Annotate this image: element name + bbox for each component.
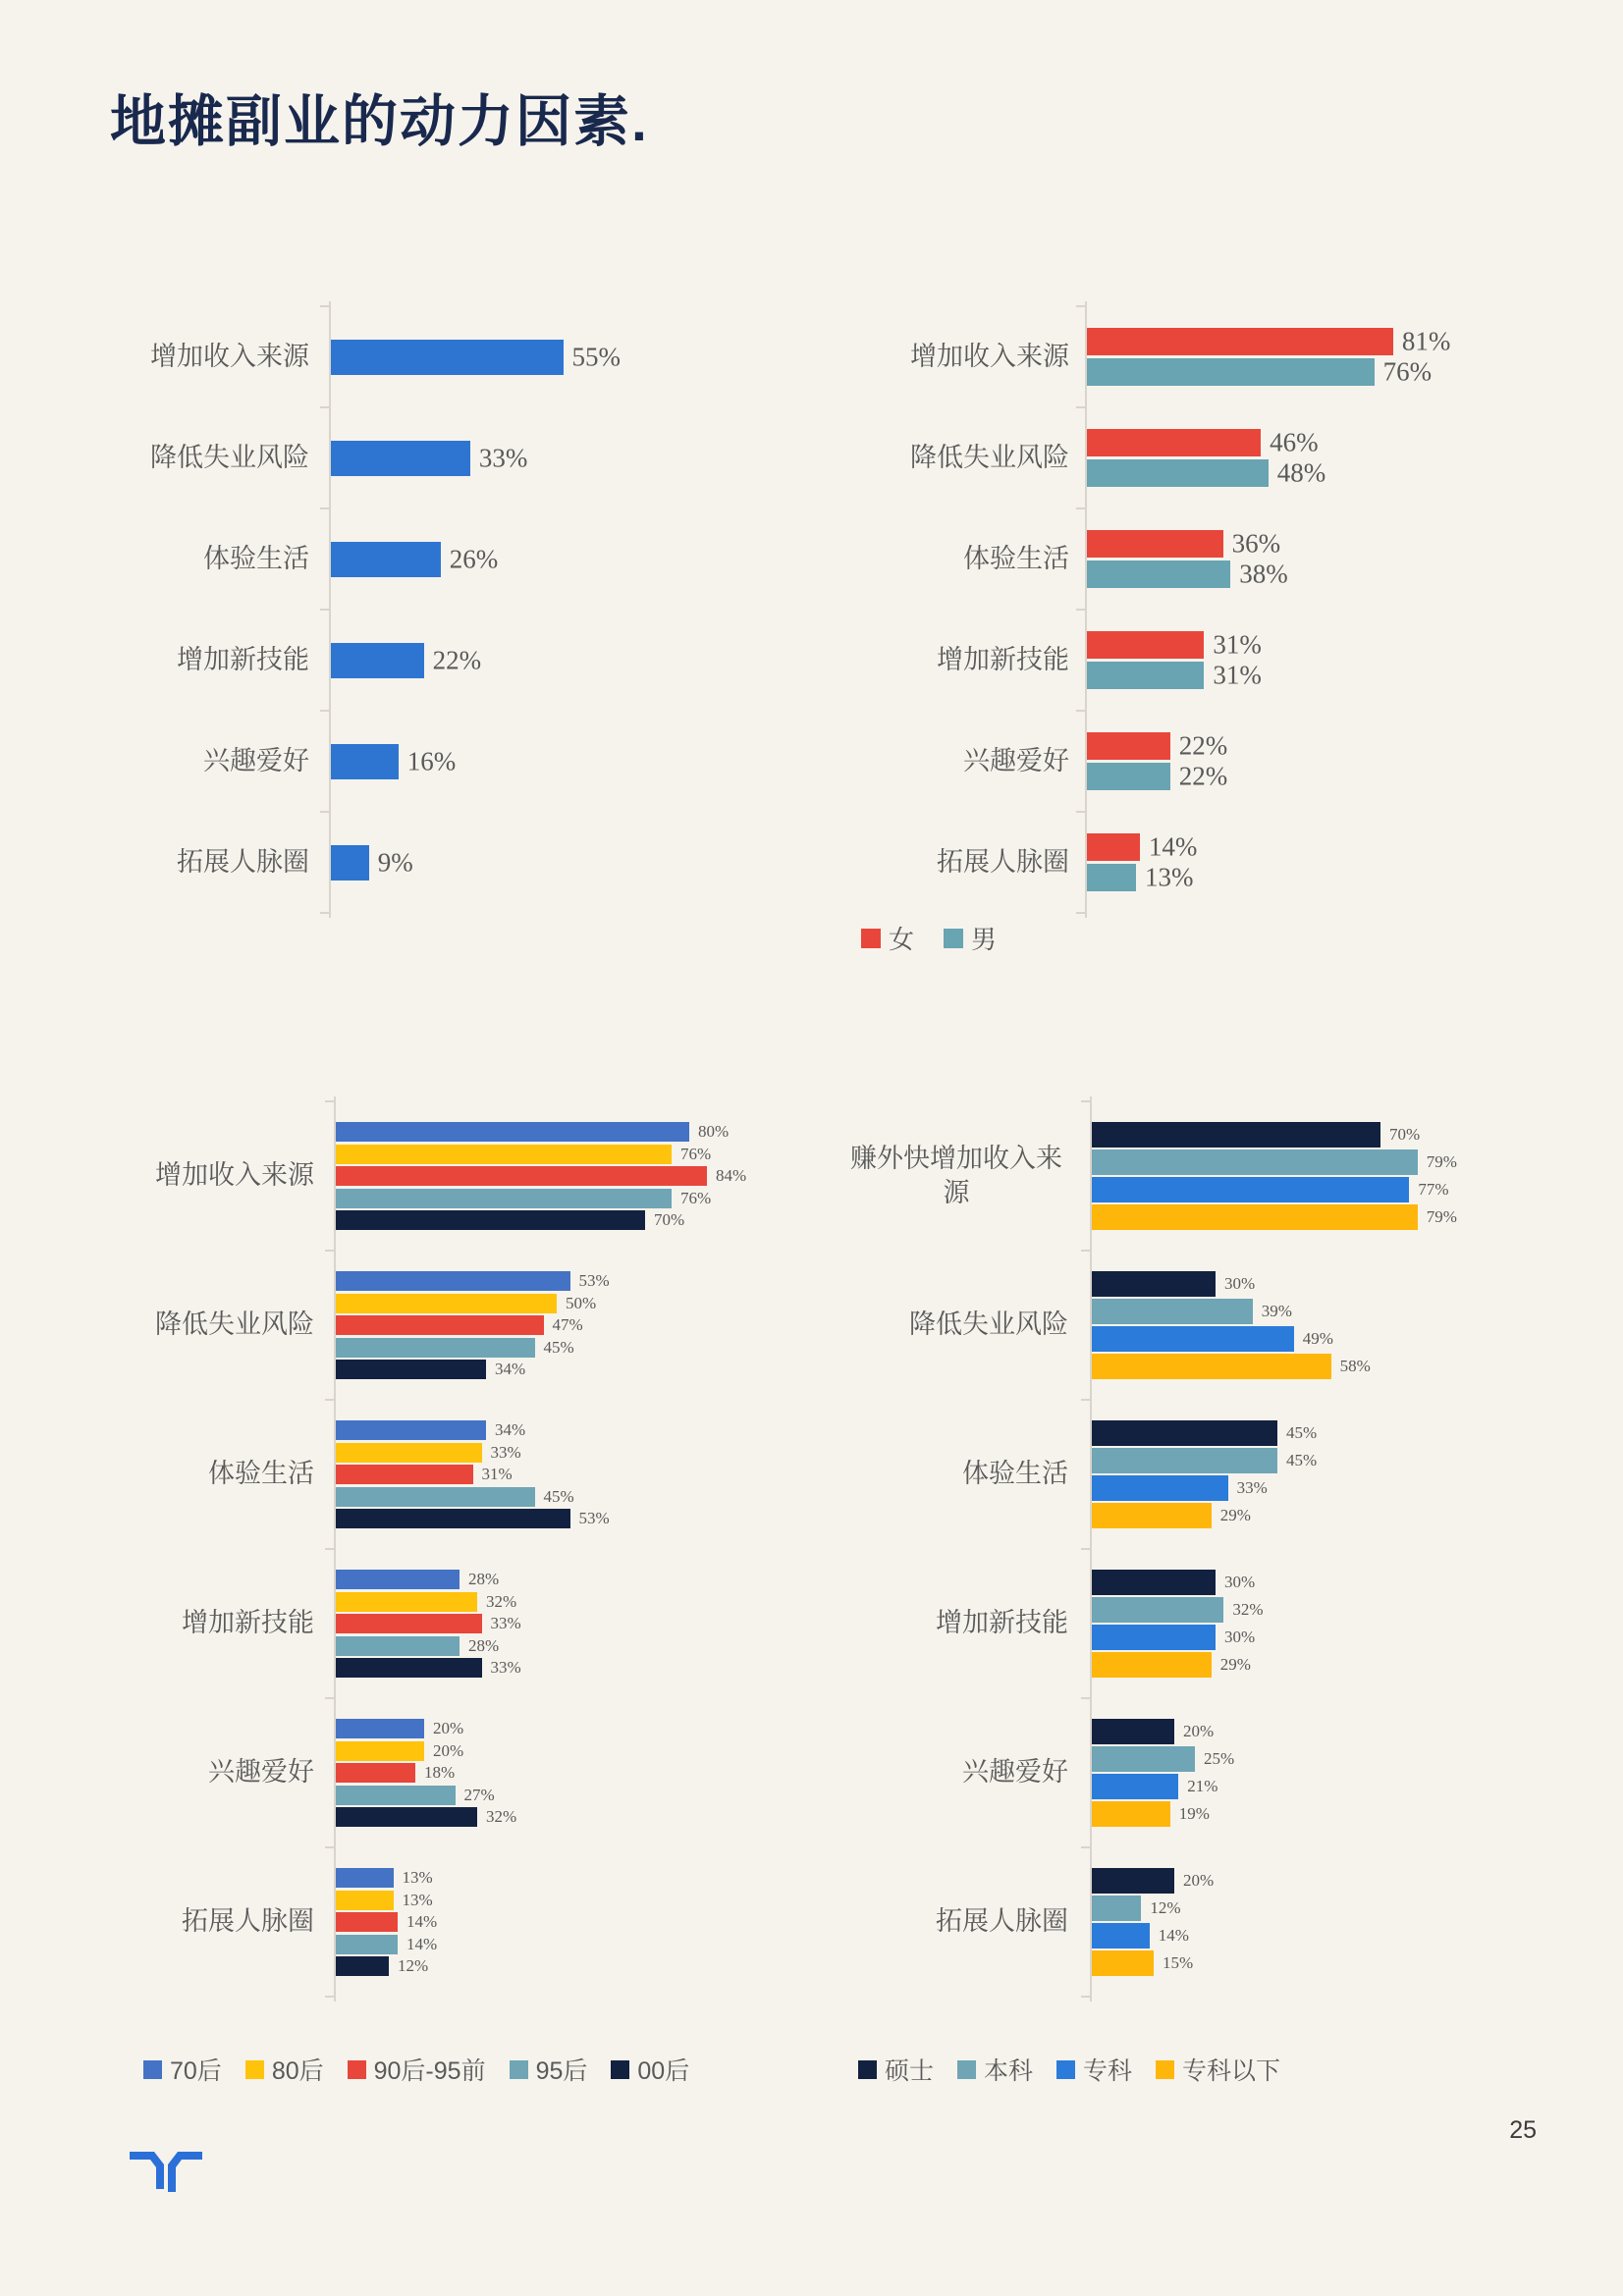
legend-item bbox=[611, 2052, 689, 2087]
page-number: 25 bbox=[1509, 2116, 1537, 2144]
category-row bbox=[839, 812, 1566, 913]
legend-label: 本科 bbox=[984, 2057, 1034, 2085]
bar-value-label: 34% bbox=[495, 1420, 526, 1439]
bar bbox=[1092, 1149, 1418, 1175]
bar-value-label: 76% bbox=[680, 1144, 712, 1163]
bar-value-label: 53% bbox=[578, 1509, 610, 1527]
chart-by-gender bbox=[839, 306, 1566, 913]
legend-label: 70后 bbox=[170, 2057, 222, 2085]
legend-item bbox=[1156, 2052, 1280, 2087]
bar-value-label: 13% bbox=[1145, 862, 1194, 892]
bar-value-label: 50% bbox=[566, 1293, 597, 1312]
bar bbox=[336, 1636, 460, 1656]
category-row bbox=[844, 1549, 1571, 1698]
bar-value-label: 33% bbox=[490, 1614, 521, 1632]
bar-value-label: 28% bbox=[468, 1570, 500, 1588]
category-row bbox=[93, 508, 820, 610]
legend-swatch bbox=[1056, 2060, 1075, 2079]
category-label: 增加新技能 bbox=[177, 644, 309, 674]
bar bbox=[1092, 1448, 1277, 1473]
bar-value-label: 53% bbox=[578, 1271, 610, 1290]
bar-value-label: 18% bbox=[424, 1763, 456, 1782]
bar bbox=[336, 1592, 477, 1612]
bar-value-label: 39% bbox=[1261, 1302, 1292, 1320]
bar bbox=[336, 1614, 482, 1633]
bar bbox=[331, 441, 470, 476]
bar-value-label: 32% bbox=[486, 1807, 517, 1826]
bar-value-label: 14% bbox=[1158, 1926, 1189, 1945]
category-label: 兴趣爱好 bbox=[208, 1757, 314, 1788]
category-row bbox=[93, 1698, 820, 1847]
bar bbox=[1092, 1570, 1216, 1595]
bar bbox=[336, 1443, 482, 1463]
bar-value-label: 79% bbox=[1426, 1152, 1457, 1171]
bar-value-label: 45% bbox=[543, 1337, 574, 1357]
bar bbox=[1092, 1652, 1212, 1678]
legend-item bbox=[348, 2052, 486, 2087]
category-row bbox=[839, 610, 1566, 711]
bar bbox=[1092, 1625, 1216, 1650]
bar bbox=[336, 1145, 672, 1164]
bar-value-label: 14% bbox=[1148, 831, 1198, 862]
bar bbox=[336, 1763, 415, 1783]
bar-value-label: 12% bbox=[1150, 1898, 1181, 1917]
legend bbox=[861, 920, 997, 956]
category-label: 兴趣爱好 bbox=[962, 1757, 1068, 1788]
category-row bbox=[93, 711, 820, 812]
category-row bbox=[93, 812, 820, 913]
bar bbox=[1087, 732, 1170, 760]
category-row bbox=[93, 1101, 820, 1251]
bar-value-label: 70% bbox=[1389, 1125, 1421, 1144]
bar bbox=[336, 1868, 394, 1888]
bar bbox=[336, 1338, 535, 1358]
legend-swatch bbox=[611, 2060, 629, 2079]
bar bbox=[331, 542, 441, 577]
chart-by-generation bbox=[93, 1101, 820, 1997]
bar-value-label: 49% bbox=[1302, 1329, 1333, 1348]
bar-value-label: 33% bbox=[490, 1442, 521, 1462]
bar-value-label: 76% bbox=[1382, 356, 1433, 387]
category-label: 增加新技能 bbox=[182, 1608, 314, 1638]
legend bbox=[143, 2052, 689, 2087]
category-label: 增加新技能 bbox=[937, 644, 1069, 674]
bar bbox=[1087, 358, 1375, 386]
category-row bbox=[93, 1251, 820, 1400]
category-row bbox=[93, 407, 820, 508]
bar-value-label: 77% bbox=[1418, 1180, 1449, 1199]
category-label: 降低失业风险 bbox=[150, 442, 309, 472]
bar bbox=[336, 1570, 460, 1589]
bar-value-label: 15% bbox=[1163, 1953, 1194, 1972]
bar bbox=[1092, 1503, 1212, 1528]
bar-value-label: 33% bbox=[478, 443, 528, 472]
category-label: 增加收入来源 bbox=[910, 341, 1069, 371]
bar-value-label: 19% bbox=[1178, 1804, 1210, 1823]
bar bbox=[336, 1719, 424, 1738]
legend-item bbox=[1056, 2052, 1132, 2087]
bar-value-label: 84% bbox=[716, 1166, 747, 1185]
category-row bbox=[93, 1847, 820, 1997]
bar-value-label: 22% bbox=[1178, 730, 1228, 761]
bar bbox=[336, 1294, 557, 1313]
chart-by-education bbox=[844, 1101, 1571, 1997]
bar bbox=[336, 1315, 544, 1335]
category-label: 体验生活 bbox=[962, 1459, 1068, 1489]
legend-label: 专科以下 bbox=[1182, 2057, 1281, 2085]
bar bbox=[331, 340, 564, 375]
bar-value-label: 12% bbox=[398, 1956, 429, 1975]
legend-label: 女 bbox=[889, 925, 915, 954]
legend-label: 专科 bbox=[1083, 2057, 1133, 2085]
bar bbox=[336, 1509, 570, 1528]
legend-label: 男 bbox=[971, 925, 998, 954]
legend-label: 硕士 bbox=[885, 2057, 935, 2085]
bar-value-label: 28% bbox=[468, 1635, 500, 1655]
category-label: 体验生活 bbox=[963, 543, 1069, 573]
bar bbox=[1092, 1746, 1195, 1772]
bar-value-label: 22% bbox=[432, 645, 482, 674]
bar bbox=[336, 1465, 473, 1484]
category-label: 赚外快增加收入来源 bbox=[850, 1143, 1062, 1207]
bar bbox=[1092, 1204, 1418, 1230]
bar-value-label: 27% bbox=[463, 1785, 495, 1804]
bar-value-label: 48% bbox=[1276, 457, 1326, 488]
bar bbox=[1092, 1326, 1294, 1352]
bar bbox=[336, 1956, 389, 1976]
bar bbox=[1092, 1354, 1331, 1379]
category-row bbox=[839, 407, 1566, 508]
bar bbox=[1092, 1420, 1277, 1446]
bar bbox=[336, 1935, 398, 1954]
bar bbox=[1092, 1299, 1253, 1324]
bar-value-label: 21% bbox=[1187, 1777, 1218, 1795]
bar bbox=[336, 1658, 482, 1678]
bar-value-label: 79% bbox=[1426, 1207, 1457, 1226]
bar-value-label: 22% bbox=[1178, 761, 1228, 791]
page-title: 地摊副业的动力因素. bbox=[110, 90, 649, 153]
category-row bbox=[93, 306, 820, 407]
bar-value-label: 80% bbox=[698, 1122, 730, 1141]
bar bbox=[336, 1271, 570, 1291]
bar bbox=[336, 1360, 486, 1379]
bar-value-label: 33% bbox=[1236, 1478, 1268, 1497]
category-label: 降低失业风险 bbox=[909, 1309, 1068, 1340]
chart-overall bbox=[93, 306, 820, 913]
bar-value-label: 9% bbox=[377, 847, 413, 877]
category-label: 降低失业风险 bbox=[910, 442, 1069, 472]
category-row bbox=[844, 1698, 1571, 1847]
bar-value-label: 32% bbox=[1232, 1600, 1264, 1619]
bar bbox=[1087, 864, 1136, 891]
bar bbox=[1087, 429, 1261, 456]
bar-value-label: 32% bbox=[486, 1591, 517, 1611]
bar bbox=[336, 1912, 398, 1932]
bar-value-label: 45% bbox=[1286, 1451, 1318, 1469]
bar-value-label: 30% bbox=[1224, 1274, 1256, 1293]
bar-value-label: 30% bbox=[1224, 1628, 1256, 1646]
bar-value-label: 29% bbox=[1219, 1506, 1251, 1524]
bar bbox=[336, 1807, 477, 1827]
legend-swatch bbox=[858, 2060, 877, 2079]
bar bbox=[1087, 459, 1269, 487]
category-label: 兴趣爱好 bbox=[203, 745, 309, 775]
category-label: 降低失业风险 bbox=[155, 1309, 314, 1340]
bar-value-label: 25% bbox=[1204, 1749, 1235, 1768]
category-label: 拓展人脉圈 bbox=[182, 1906, 314, 1937]
bar-value-label: 14% bbox=[406, 1912, 438, 1931]
bar bbox=[1092, 1923, 1150, 1949]
bar-value-label: 76% bbox=[680, 1188, 712, 1207]
legend-label: 00后 bbox=[637, 2057, 690, 2085]
bar-value-label: 55% bbox=[571, 342, 621, 371]
legend-swatch bbox=[143, 2060, 162, 2079]
category-row bbox=[93, 610, 820, 711]
bar bbox=[336, 1166, 707, 1186]
bar bbox=[1092, 1896, 1141, 1921]
category-row bbox=[844, 1251, 1571, 1400]
bar-value-label: 46% bbox=[1270, 427, 1319, 457]
bar bbox=[1092, 1271, 1216, 1297]
bar bbox=[1092, 1950, 1154, 1976]
bar-value-label: 16% bbox=[406, 746, 457, 775]
legend-swatch bbox=[861, 929, 881, 948]
bar bbox=[336, 1420, 486, 1440]
legend-label: 90后-95前 bbox=[373, 2057, 486, 2085]
bar bbox=[336, 1891, 394, 1910]
bar-value-label: 30% bbox=[1224, 1573, 1256, 1591]
bar bbox=[331, 845, 369, 881]
category-row bbox=[844, 1101, 1571, 1251]
category-row bbox=[839, 306, 1566, 407]
bar bbox=[336, 1741, 424, 1761]
bar-value-label: 29% bbox=[1219, 1655, 1251, 1674]
legend-item bbox=[245, 2052, 324, 2087]
bar-value-label: 14% bbox=[406, 1934, 438, 1953]
bar-value-label: 47% bbox=[552, 1315, 583, 1334]
bar-value-label: 36% bbox=[1231, 528, 1281, 559]
legend bbox=[858, 2052, 1280, 2087]
bar-value-label: 38% bbox=[1239, 559, 1288, 589]
category-row bbox=[839, 711, 1566, 812]
category-label: 增加收入来源 bbox=[155, 1160, 314, 1191]
category-label: 兴趣爱好 bbox=[963, 745, 1069, 775]
category-label: 增加新技能 bbox=[936, 1608, 1068, 1638]
bar bbox=[336, 1122, 689, 1142]
bar bbox=[1087, 631, 1204, 659]
bar bbox=[336, 1487, 535, 1507]
category-label: 体验生活 bbox=[208, 1459, 314, 1489]
bar-value-label: 31% bbox=[1213, 629, 1262, 660]
legend-swatch bbox=[957, 2060, 976, 2079]
bar-value-label: 20% bbox=[1183, 1722, 1215, 1740]
bar bbox=[1092, 1774, 1178, 1799]
bar bbox=[1092, 1801, 1170, 1827]
category-label: 拓展人脉圈 bbox=[936, 1906, 1068, 1937]
bar bbox=[1087, 328, 1393, 355]
legend-item bbox=[143, 2052, 222, 2087]
bar bbox=[1087, 561, 1230, 588]
bar-value-label: 20% bbox=[433, 1719, 464, 1737]
bar-value-label: 33% bbox=[490, 1658, 521, 1677]
bar bbox=[1087, 833, 1140, 861]
bar bbox=[336, 1189, 672, 1208]
bar-value-label: 81% bbox=[1401, 326, 1451, 356]
legend-swatch bbox=[510, 2060, 528, 2079]
bar bbox=[336, 1210, 645, 1230]
bar-value-label: 45% bbox=[1286, 1423, 1318, 1442]
legend-swatch bbox=[944, 929, 963, 948]
category-row bbox=[839, 508, 1566, 610]
bar bbox=[1092, 1475, 1228, 1501]
bar-value-label: 20% bbox=[1183, 1871, 1215, 1890]
bar bbox=[1087, 662, 1204, 689]
bar bbox=[1092, 1122, 1380, 1148]
bar bbox=[1092, 1719, 1174, 1744]
bar-value-label: 31% bbox=[1213, 660, 1262, 690]
bar bbox=[1087, 763, 1170, 790]
category-label: 拓展人脉圈 bbox=[937, 846, 1069, 877]
bar-value-label: 70% bbox=[654, 1210, 685, 1229]
category-label: 增加收入来源 bbox=[150, 341, 309, 371]
bar-value-label: 13% bbox=[402, 1890, 433, 1909]
bar-value-label: 20% bbox=[433, 1740, 464, 1760]
category-label: 拓展人脉圈 bbox=[177, 846, 309, 877]
randstad-logo-icon bbox=[128, 2146, 204, 2200]
bar-value-label: 26% bbox=[449, 544, 499, 573]
bar bbox=[1092, 1597, 1223, 1623]
legend-swatch bbox=[1156, 2060, 1174, 2079]
bar bbox=[1092, 1868, 1174, 1894]
legend-swatch bbox=[348, 2060, 366, 2079]
legend-swatch bbox=[245, 2060, 264, 2079]
category-row bbox=[844, 1847, 1571, 1997]
bar-value-label: 34% bbox=[495, 1360, 526, 1378]
category-row bbox=[93, 1400, 820, 1549]
legend-item bbox=[861, 920, 914, 956]
category-row bbox=[844, 1400, 1571, 1549]
legend-item bbox=[510, 2052, 588, 2087]
legend-item bbox=[944, 920, 997, 956]
legend-label: 95后 bbox=[535, 2057, 588, 2085]
bar-value-label: 45% bbox=[543, 1486, 574, 1506]
bar bbox=[1092, 1177, 1409, 1202]
bar bbox=[336, 1786, 456, 1805]
legend-label: 80后 bbox=[271, 2057, 324, 2085]
legend-item bbox=[858, 2052, 934, 2087]
bar-value-label: 58% bbox=[1339, 1357, 1371, 1375]
bar-value-label: 31% bbox=[481, 1465, 513, 1483]
category-row bbox=[93, 1549, 820, 1698]
legend-item bbox=[957, 2052, 1033, 2087]
bar-value-label: 13% bbox=[402, 1868, 433, 1887]
bar bbox=[331, 643, 424, 678]
category-label: 体验生活 bbox=[203, 543, 309, 573]
bar bbox=[1087, 530, 1223, 558]
bar bbox=[331, 744, 399, 779]
